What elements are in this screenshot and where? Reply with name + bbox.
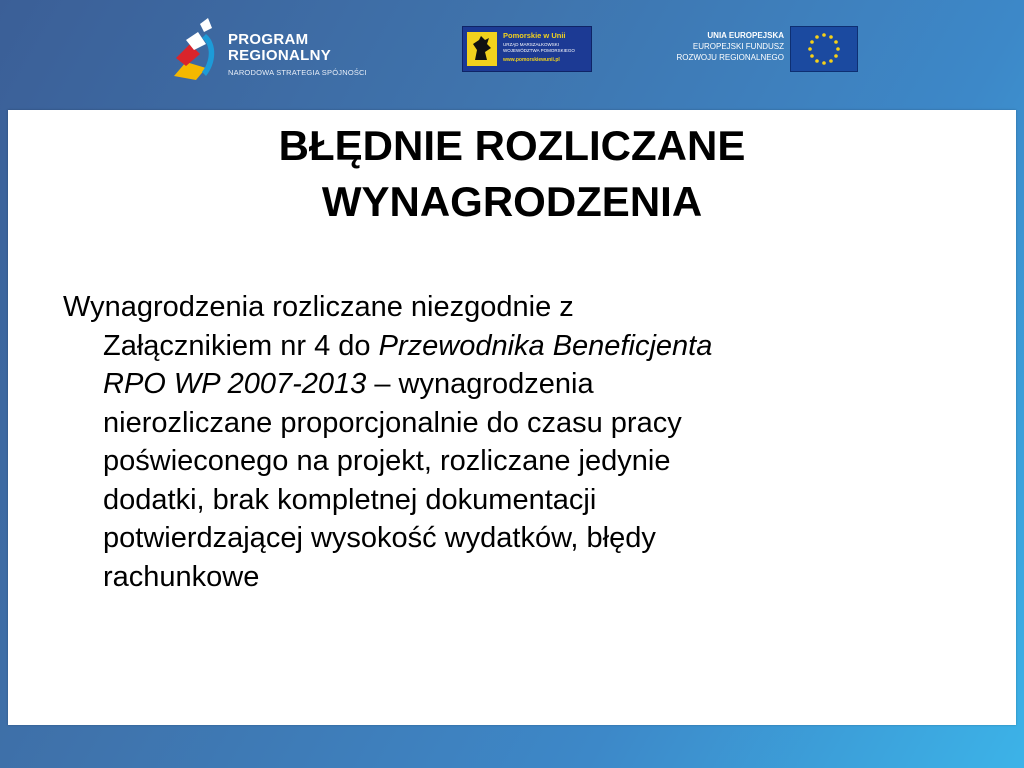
body-line-3 — [63, 365, 963, 404]
body-line-5 — [63, 442, 963, 481]
eu-flag-icon — [790, 26, 858, 72]
pomorskie-logo-title: Pomorskie w Unii — [503, 31, 566, 40]
program-regionalny-logo — [166, 14, 396, 84]
pomorskie-logo-line2: WOJEWÓDZTWA POMORSKIEGO — [503, 48, 575, 53]
body-line-8 — [63, 558, 963, 597]
slide-body-text — [63, 288, 963, 596]
header-band — [0, 0, 1024, 100]
body-line-7 — [63, 519, 963, 558]
pomorskie-logo-line1: URZĄD MARSZAŁKOWSKI — [503, 42, 560, 47]
body-text-segment: dodatki, brak kompletnej dokumentacji — [103, 483, 597, 516]
body-text-segment: nierozliczane proporcjonalnie do czasu pracy — [103, 406, 682, 439]
body-line-1 — [63, 288, 963, 327]
body-italic-segment: RPO WP 2007-2013 — [103, 368, 367, 400]
program-logo-line2: REGIONALNY — [228, 47, 332, 64]
body-text-segment: rachunkowe — [103, 560, 260, 593]
body-text-segment: Wynagrodzenia rozliczane niezgodnie z — [63, 291, 574, 323]
program-logo-line3: NARODOWA STRATEGIA SPÓJNOŚCI — [228, 68, 367, 77]
program-star-logo-icon — [166, 14, 224, 84]
eu-logo-line3: ROZWOJU REGIONALNEGO — [676, 53, 784, 62]
body-line-4 — [63, 404, 963, 443]
eu-logo-line2: EUROPEJSKI FUNDUSZ — [692, 42, 784, 51]
slide-title — [8, 118, 1016, 230]
slide-title-line2: WYNAGRODZENIA — [321, 178, 703, 225]
body-text-segment: potwierdzającej wysokość wydatków, błędy — [103, 522, 656, 554]
body-italic-segment: Przewodnika Beneficjenta — [378, 329, 713, 362]
pomorskie-griffin-icon — [467, 32, 497, 66]
eu-logo-text — [564, 30, 784, 63]
body-line-6 — [63, 481, 963, 520]
pomorskie-logo-url: www.pomorskiewunii.pl — [503, 57, 560, 63]
eu-logo-line1: UNIA EUROPEJSKA — [707, 31, 784, 40]
body-line-2 — [63, 327, 963, 366]
body-text-segment: Załącznikiem nr 4 do — [103, 329, 379, 362]
body-text-segment: – wynagrodzenia — [366, 368, 594, 400]
program-logo-line1: PROGRAM — [228, 31, 309, 48]
body-text-segment: poświeconego na projekt, rozliczane jedynie — [103, 445, 671, 477]
slide-title-line1: BŁĘDNIE ROZLICZANE — [278, 122, 746, 169]
slide-content-panel — [8, 110, 1016, 725]
